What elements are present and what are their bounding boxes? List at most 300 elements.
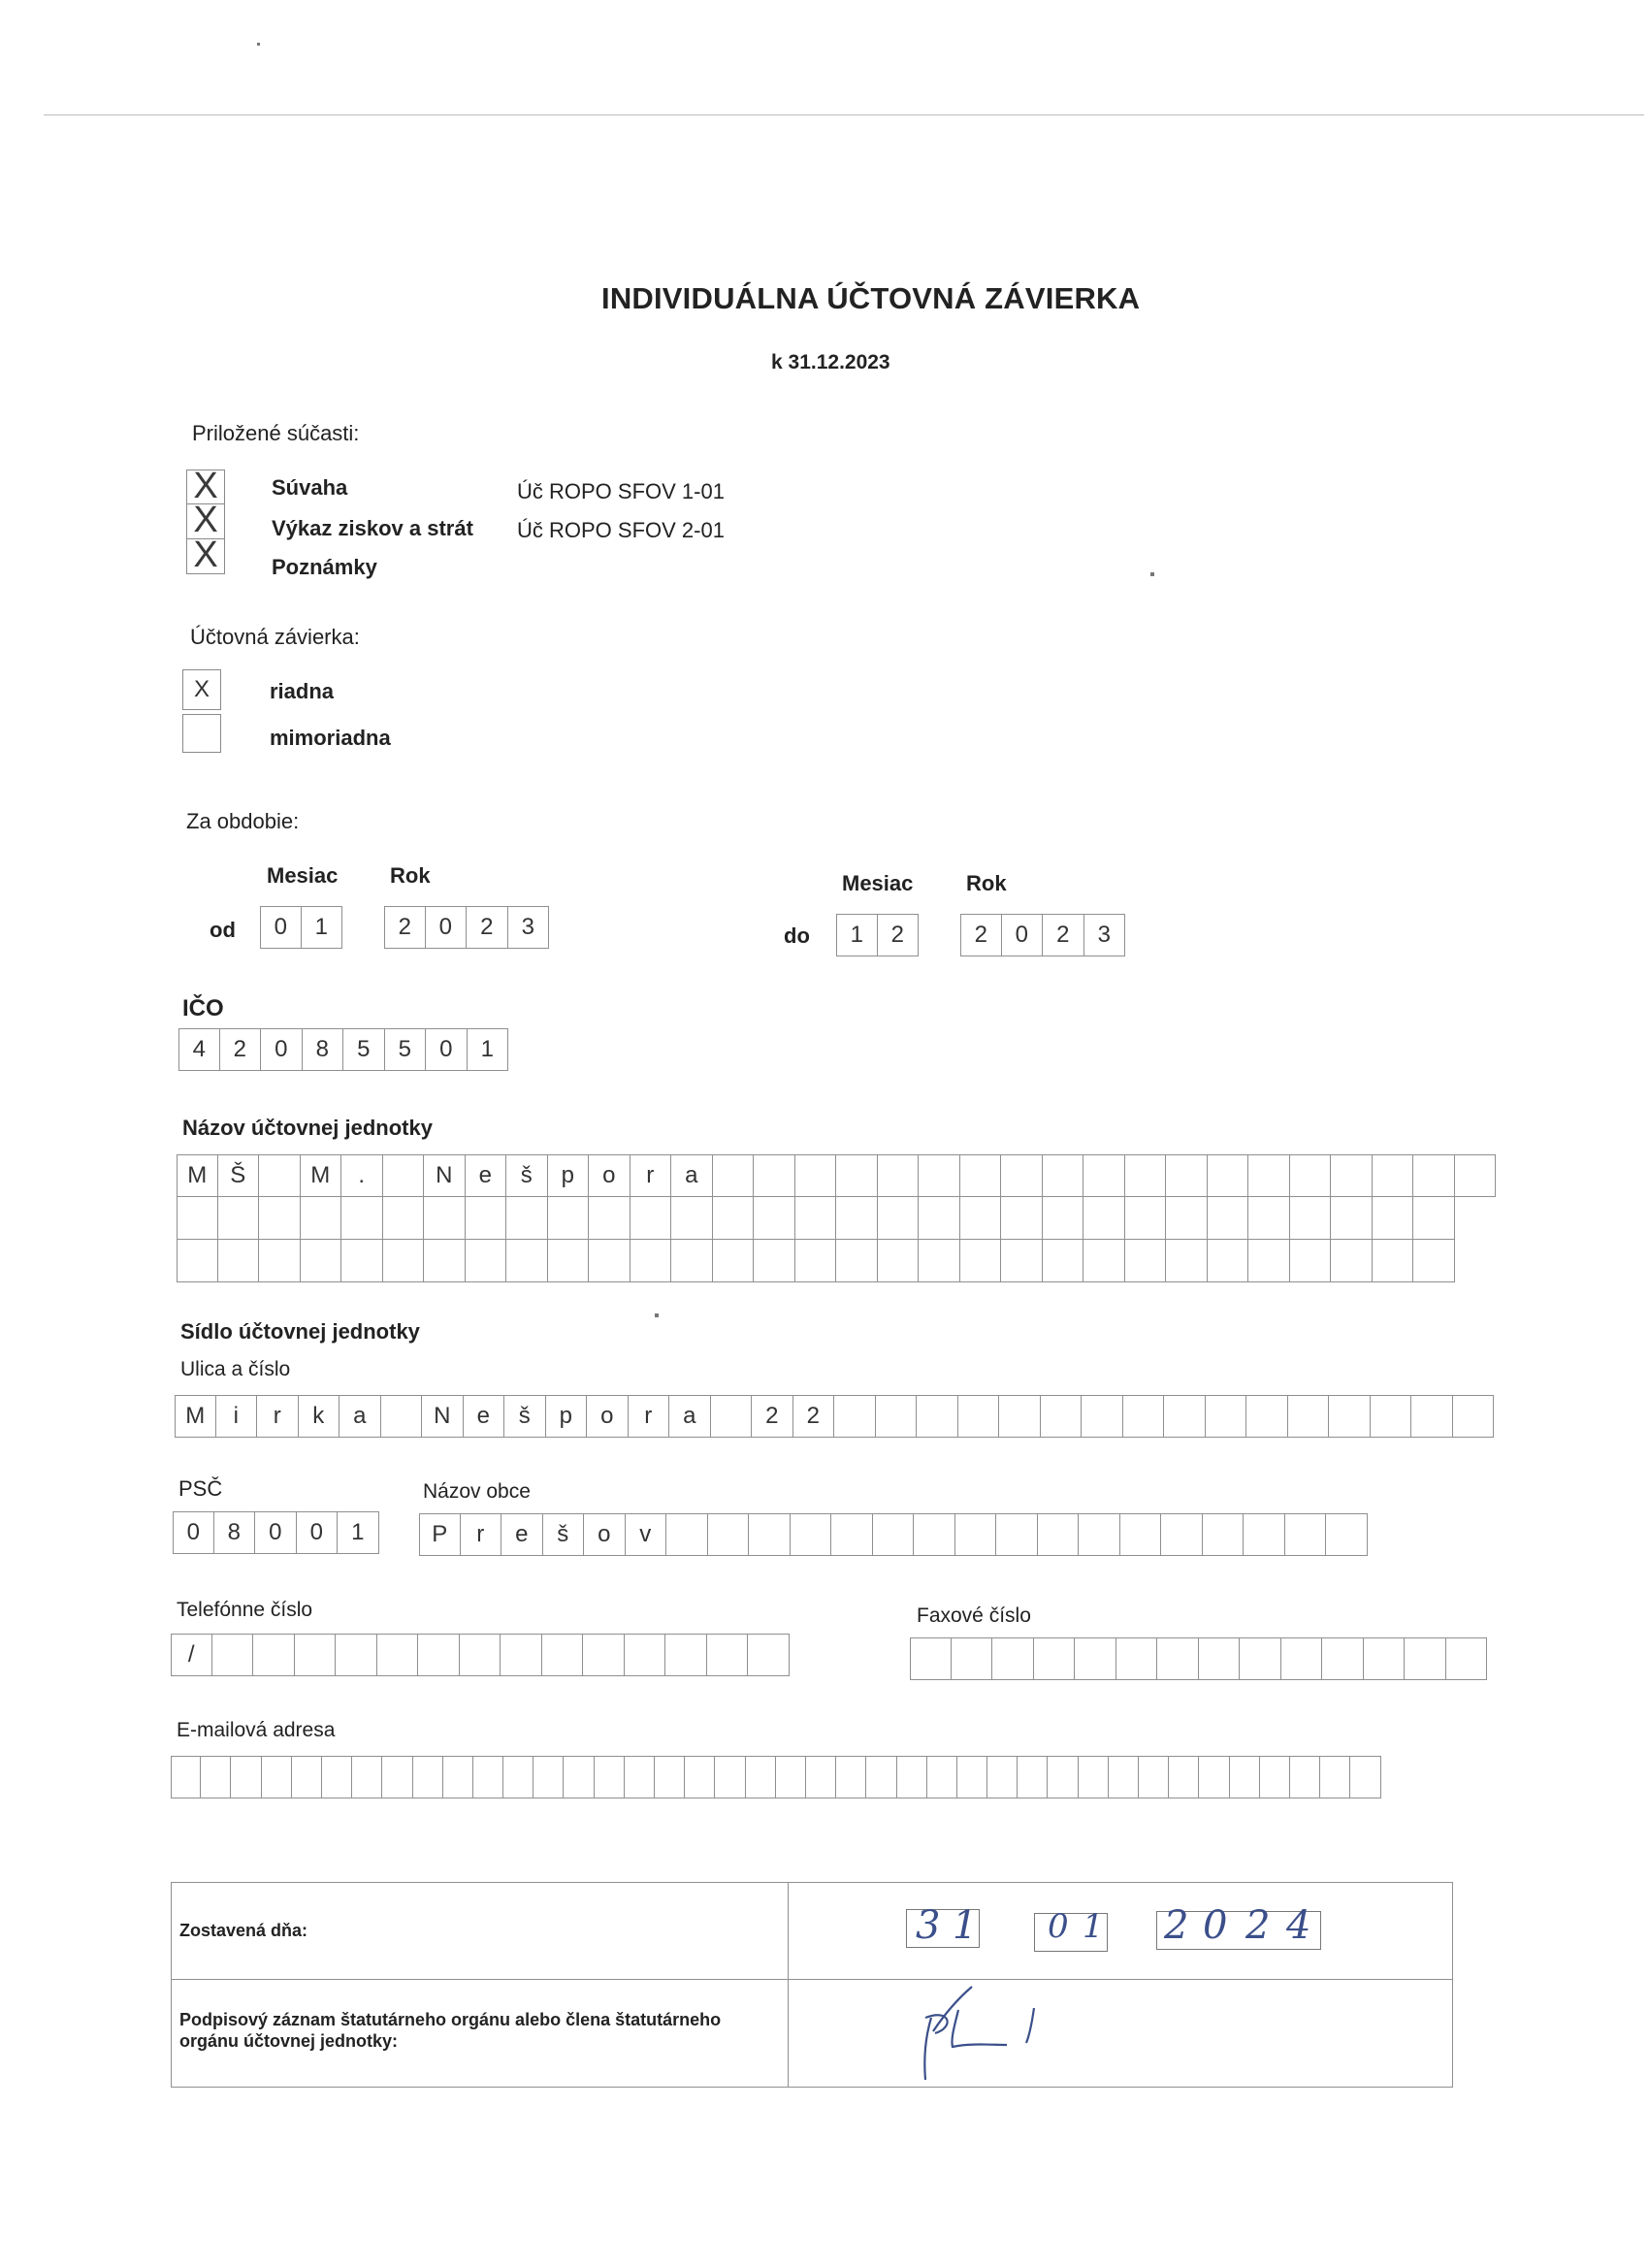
character-cell[interactable]: [919, 1240, 960, 1282]
name-field-row-3[interactable]: [177, 1240, 1455, 1282]
character-cell[interactable]: [1413, 1154, 1455, 1197]
name-field-row-1[interactable]: [177, 1154, 1496, 1197]
character-cell[interactable]: [381, 1395, 423, 1438]
character-cell[interactable]: e: [466, 1154, 507, 1197]
character-cell[interactable]: [1326, 1513, 1368, 1556]
character-cell[interactable]: [707, 1634, 749, 1676]
character-cell[interactable]: [749, 1513, 791, 1556]
street-label: Ulica a číslo: [180, 1358, 291, 1380]
fax-label: Faxové číslo: [917, 1604, 1031, 1627]
character-cell[interactable]: [352, 1756, 382, 1798]
character-cell[interactable]: [1041, 1395, 1083, 1438]
character-cell[interactable]: 2: [960, 914, 1002, 956]
character-cell[interactable]: š: [506, 1154, 548, 1197]
character-cell[interactable]: [910, 1637, 952, 1680]
character-cell[interactable]: [466, 1240, 507, 1282]
compiled-year-d2: 0: [1203, 1903, 1228, 1948]
character-cell[interactable]: [1453, 1395, 1495, 1438]
character-cell[interactable]: [1109, 1756, 1139, 1798]
character-cell[interactable]: r: [461, 1513, 502, 1556]
character-cell[interactable]: [746, 1756, 776, 1798]
character-cell[interactable]: [795, 1154, 837, 1197]
speck: [1150, 572, 1154, 576]
character-cell[interactable]: š: [543, 1513, 585, 1556]
character-cell[interactable]: [836, 1756, 866, 1798]
character-cell[interactable]: 2: [1043, 914, 1084, 956]
attached-code-vykaz: Úč ROPO SFOV 2-01: [517, 518, 725, 542]
character-cell[interactable]: .: [341, 1154, 383, 1197]
character-cell[interactable]: 8: [303, 1028, 344, 1071]
character-cell[interactable]: [914, 1513, 955, 1556]
character-cell[interactable]: [1164, 1395, 1206, 1438]
character-cell[interactable]: [1290, 1240, 1332, 1282]
character-cell[interactable]: e: [501, 1513, 543, 1556]
character-cell[interactable]: [1208, 1240, 1249, 1282]
character-cell[interactable]: [177, 1197, 218, 1240]
character-cell[interactable]: [1240, 1637, 1281, 1680]
character-cell[interactable]: [1083, 1197, 1125, 1240]
character-cell[interactable]: [589, 1197, 630, 1240]
character-cell[interactable]: [1281, 1637, 1323, 1680]
character-cell[interactable]: [708, 1513, 750, 1556]
character-cell[interactable]: o: [589, 1154, 630, 1197]
character-cell[interactable]: [1373, 1154, 1414, 1197]
character-cell[interactable]: [876, 1395, 918, 1438]
character-cell[interactable]: [1079, 1756, 1109, 1798]
character-cell[interactable]: [548, 1240, 590, 1282]
character-cell[interactable]: [666, 1513, 708, 1556]
character-cell[interactable]: 5: [385, 1028, 427, 1071]
attached-checkbox-poznamky[interactable]: X: [186, 539, 225, 574]
character-cell[interactable]: [836, 1240, 878, 1282]
character-cell[interactable]: [1208, 1197, 1249, 1240]
character-cell[interactable]: [1413, 1197, 1455, 1240]
character-cell[interactable]: [1001, 1154, 1043, 1197]
character-cell[interactable]: 2: [793, 1395, 835, 1438]
character-cell[interactable]: [1260, 1756, 1290, 1798]
character-cell[interactable]: [999, 1395, 1041, 1438]
attached-heading: Priložené súčasti:: [192, 421, 360, 445]
character-cell[interactable]: v: [626, 1513, 667, 1556]
character-cell[interactable]: [595, 1756, 625, 1798]
character-cell[interactable]: 1: [338, 1511, 379, 1554]
character-cell[interactable]: k: [299, 1395, 340, 1438]
character-cell[interactable]: 3: [508, 906, 550, 949]
character-cell[interactable]: [1455, 1154, 1497, 1197]
name-label: Názov účtovnej jednotky: [182, 1116, 433, 1140]
character-cell[interactable]: [564, 1756, 594, 1798]
compiled-month-d2: 1: [1083, 1907, 1104, 1946]
character-cell[interactable]: [957, 1756, 987, 1798]
character-cell[interactable]: 8: [214, 1511, 256, 1554]
character-cell[interactable]: [1331, 1197, 1373, 1240]
character-cell[interactable]: [1230, 1756, 1260, 1798]
character-cell[interactable]: [534, 1756, 564, 1798]
character-cell[interactable]: [460, 1634, 501, 1676]
character-cell[interactable]: [301, 1197, 342, 1240]
character-cell[interactable]: [1082, 1395, 1123, 1438]
character-cell[interactable]: [1166, 1240, 1208, 1282]
character-cell[interactable]: [754, 1154, 795, 1197]
character-cell[interactable]: [583, 1634, 625, 1676]
character-cell[interactable]: 5: [343, 1028, 385, 1071]
character-cell[interactable]: [506, 1240, 548, 1282]
character-cell[interactable]: [1322, 1637, 1364, 1680]
character-cell[interactable]: 3: [1084, 914, 1126, 956]
email-field[interactable]: [171, 1756, 1381, 1798]
character-cell[interactable]: [295, 1634, 337, 1676]
character-cell[interactable]: [1248, 1240, 1290, 1282]
character-cell[interactable]: [413, 1756, 443, 1798]
character-cell[interactable]: [873, 1513, 915, 1556]
character-cell[interactable]: p: [548, 1154, 590, 1197]
character-cell[interactable]: [383, 1240, 425, 1282]
period-to-year-label: Rok: [966, 871, 1007, 895]
psc-label: PSČ: [178, 1476, 223, 1501]
character-cell[interactable]: a: [671, 1154, 713, 1197]
character-cell[interactable]: [548, 1197, 590, 1240]
character-cell[interactable]: 0: [173, 1511, 214, 1554]
character-cell[interactable]: [1285, 1513, 1327, 1556]
character-cell[interactable]: [748, 1634, 790, 1676]
character-cell[interactable]: [418, 1634, 460, 1676]
character-cell[interactable]: [996, 1513, 1038, 1556]
character-cell[interactable]: 0: [1002, 914, 1044, 956]
character-cell[interactable]: [917, 1395, 958, 1438]
character-cell[interactable]: [866, 1756, 896, 1798]
character-cell[interactable]: [383, 1197, 425, 1240]
character-cell[interactable]: [1246, 1395, 1288, 1438]
period-to-label: do: [784, 923, 810, 948]
character-cell[interactable]: [1320, 1756, 1350, 1798]
character-cell[interactable]: [259, 1197, 301, 1240]
character-cell[interactable]: [1350, 1756, 1380, 1798]
character-cell[interactable]: [776, 1756, 806, 1798]
attached-label-vykaz: Výkaz ziskov a strát: [272, 516, 473, 540]
character-cell[interactable]: [992, 1637, 1034, 1680]
character-cell[interactable]: M: [175, 1395, 216, 1438]
character-cell[interactable]: 0: [297, 1511, 339, 1554]
character-cell[interactable]: [466, 1197, 507, 1240]
period-heading: Za obdobie:: [186, 809, 300, 833]
character-cell[interactable]: [1139, 1756, 1169, 1798]
character-cell[interactable]: [253, 1634, 295, 1676]
street-field[interactable]: [175, 1395, 1494, 1438]
character-cell[interactable]: [1018, 1756, 1048, 1798]
character-cell[interactable]: [1116, 1637, 1158, 1680]
character-cell[interactable]: 0: [255, 1511, 297, 1554]
character-cell[interactable]: 0: [260, 906, 302, 949]
character-cell[interactable]: [713, 1197, 755, 1240]
fax-field[interactable]: [910, 1637, 1487, 1680]
phone-field[interactable]: [171, 1634, 790, 1676]
character-cell[interactable]: [836, 1154, 878, 1197]
character-cell[interactable]: M: [301, 1154, 342, 1197]
character-cell[interactable]: [1244, 1513, 1285, 1556]
character-cell[interactable]: [424, 1197, 466, 1240]
character-cell[interactable]: [713, 1154, 755, 1197]
compiled-year-d1: 2: [1164, 1903, 1189, 1948]
character-cell[interactable]: [897, 1756, 927, 1798]
attached-checkbox-suvaha[interactable]: X: [186, 470, 225, 504]
character-cell[interactable]: [322, 1756, 352, 1798]
character-cell[interactable]: [715, 1756, 745, 1798]
character-cell[interactable]: [655, 1756, 685, 1798]
character-cell[interactable]: [1203, 1513, 1245, 1556]
character-cell[interactable]: [795, 1240, 837, 1282]
character-cell[interactable]: [1161, 1513, 1203, 1556]
character-cell[interactable]: Š: [218, 1154, 260, 1197]
closing-regular-checkbox[interactable]: X: [182, 669, 221, 710]
character-cell[interactable]: [501, 1634, 542, 1676]
character-cell[interactable]: [878, 1154, 920, 1197]
character-cell[interactable]: o: [584, 1513, 626, 1556]
name-field-row-2[interactable]: [177, 1197, 1455, 1240]
character-cell[interactable]: [473, 1756, 503, 1798]
character-cell[interactable]: [878, 1197, 920, 1240]
character-cell[interactable]: [630, 1197, 672, 1240]
period-to-month[interactable]: [836, 914, 919, 956]
character-cell[interactable]: [1364, 1637, 1406, 1680]
character-cell[interactable]: [262, 1756, 292, 1798]
character-cell[interactable]: [1169, 1756, 1199, 1798]
character-cell[interactable]: [1411, 1395, 1453, 1438]
character-cell[interactable]: [1125, 1154, 1167, 1197]
character-cell[interactable]: [1043, 1154, 1084, 1197]
character-cell[interactable]: [927, 1756, 957, 1798]
character-cell[interactable]: [503, 1756, 534, 1798]
character-cell[interactable]: [1001, 1197, 1043, 1240]
character-cell[interactable]: e: [464, 1395, 505, 1438]
period-from-month-label: Mesiac: [267, 863, 339, 888]
character-cell[interactable]: [336, 1634, 377, 1676]
character-cell[interactable]: [259, 1154, 301, 1197]
character-cell[interactable]: [589, 1240, 630, 1282]
character-cell[interactable]: [1290, 1197, 1332, 1240]
character-cell[interactable]: [1405, 1637, 1446, 1680]
character-cell[interactable]: [1206, 1395, 1247, 1438]
character-cell[interactable]: [1001, 1240, 1043, 1282]
phone-label: Telefónne číslo: [177, 1599, 313, 1621]
character-cell[interactable]: [1079, 1513, 1120, 1556]
character-cell[interactable]: [1413, 1240, 1455, 1282]
closing-extra-label: mimoriadna: [270, 726, 391, 750]
character-cell[interactable]: o: [587, 1395, 629, 1438]
character-cell[interactable]: M: [177, 1154, 218, 1197]
character-cell[interactable]: [382, 1756, 412, 1798]
signature-image: [912, 1979, 1067, 2086]
character-cell[interactable]: [987, 1756, 1018, 1798]
character-cell[interactable]: [259, 1240, 301, 1282]
character-cell[interactable]: [919, 1197, 960, 1240]
character-cell[interactable]: [834, 1395, 876, 1438]
character-cell[interactable]: [1208, 1154, 1249, 1197]
page-title: INDIVIDUÁLNA ÚČTOVNÁ ZÁVIERKA: [601, 281, 1141, 315]
period-from-month[interactable]: [260, 906, 342, 949]
character-cell[interactable]: [1034, 1637, 1076, 1680]
character-cell[interactable]: 4: [178, 1028, 220, 1071]
character-cell[interactable]: 2: [752, 1395, 793, 1438]
character-cell[interactable]: [383, 1154, 425, 1197]
character-cell[interactable]: [1166, 1154, 1208, 1197]
character-cell[interactable]: 0: [426, 906, 468, 949]
character-cell[interactable]: /: [171, 1634, 212, 1676]
character-cell[interactable]: [806, 1756, 836, 1798]
city-field[interactable]: [419, 1513, 1368, 1556]
character-cell[interactable]: [1446, 1637, 1488, 1680]
character-cell[interactable]: 2: [220, 1028, 262, 1071]
character-cell[interactable]: [1038, 1513, 1080, 1556]
compiled-day-d1: 3: [916, 1903, 941, 1948]
email-label: E-mailová adresa: [177, 1719, 336, 1741]
character-cell[interactable]: [1043, 1240, 1084, 1282]
character-cell[interactable]: 2: [467, 906, 508, 949]
character-cell[interactable]: [919, 1154, 960, 1197]
character-cell[interactable]: r: [630, 1154, 672, 1197]
character-cell[interactable]: [711, 1395, 753, 1438]
character-cell[interactable]: [671, 1240, 713, 1282]
character-cell[interactable]: N: [424, 1154, 466, 1197]
character-cell[interactable]: [341, 1240, 383, 1282]
character-cell[interactable]: [1288, 1395, 1330, 1438]
character-cell[interactable]: [1048, 1756, 1078, 1798]
character-cell[interactable]: [171, 1756, 201, 1798]
closing-extra-checkbox[interactable]: [182, 714, 221, 753]
character-cell[interactable]: [960, 1240, 1002, 1282]
compiled-year-d4: 4: [1286, 1903, 1311, 1948]
character-cell[interactable]: a: [669, 1395, 711, 1438]
character-cell[interactable]: [1248, 1197, 1290, 1240]
character-cell[interactable]: [795, 1197, 837, 1240]
character-cell[interactable]: [341, 1197, 383, 1240]
city-label: Názov obce: [423, 1480, 531, 1503]
character-cell[interactable]: [231, 1756, 261, 1798]
closing-heading: Účtovná závierka:: [190, 625, 360, 649]
character-cell[interactable]: [791, 1513, 832, 1556]
character-cell[interactable]: [1157, 1637, 1199, 1680]
character-cell[interactable]: [301, 1240, 342, 1282]
character-cell[interactable]: [1331, 1154, 1373, 1197]
period-to-month-label: Mesiac: [842, 871, 914, 895]
character-cell[interactable]: [1248, 1154, 1290, 1197]
character-cell[interactable]: [958, 1395, 1000, 1438]
compiled-day-d2: 1: [953, 1903, 978, 1948]
character-cell[interactable]: [542, 1634, 584, 1676]
character-cell[interactable]: a: [340, 1395, 381, 1438]
character-cell[interactable]: [625, 1756, 655, 1798]
period-from-year[interactable]: [384, 906, 549, 949]
character-cell[interactable]: [1290, 1756, 1320, 1798]
character-cell[interactable]: [1290, 1154, 1332, 1197]
character-cell[interactable]: [1373, 1240, 1414, 1282]
character-cell[interactable]: [218, 1197, 260, 1240]
character-cell[interactable]: [1083, 1240, 1125, 1282]
character-cell[interactable]: 1: [468, 1028, 509, 1071]
character-cell[interactable]: 0: [261, 1028, 303, 1071]
signature-row: [172, 1980, 1452, 2087]
compiled-year-d3: 2: [1245, 1903, 1271, 1948]
character-cell[interactable]: [292, 1756, 322, 1798]
character-cell[interactable]: [1125, 1197, 1167, 1240]
character-cell[interactable]: [506, 1197, 548, 1240]
character-cell[interactable]: 1: [302, 906, 343, 949]
character-cell[interactable]: [218, 1240, 260, 1282]
character-cell[interactable]: [1083, 1154, 1125, 1197]
character-cell[interactable]: [1373, 1197, 1414, 1240]
character-cell[interactable]: [831, 1513, 873, 1556]
character-cell[interactable]: r: [629, 1395, 670, 1438]
character-cell[interactable]: [836, 1197, 878, 1240]
character-cell[interactable]: [960, 1154, 1002, 1197]
character-cell[interactable]: [424, 1240, 466, 1282]
character-cell[interactable]: š: [504, 1395, 546, 1438]
attached-label-suvaha: Súvaha: [272, 475, 348, 500]
character-cell[interactable]: [713, 1240, 755, 1282]
period-to-year[interactable]: [960, 914, 1125, 956]
character-cell[interactable]: [1199, 1637, 1241, 1680]
character-cell[interactable]: [1329, 1395, 1371, 1438]
character-cell[interactable]: [1123, 1395, 1165, 1438]
character-cell[interactable]: [630, 1240, 672, 1282]
character-cell[interactable]: [212, 1634, 254, 1676]
character-cell[interactable]: i: [216, 1395, 258, 1438]
character-cell[interactable]: [685, 1756, 715, 1798]
character-cell[interactable]: [1331, 1240, 1373, 1282]
character-cell[interactable]: 2: [878, 914, 920, 956]
character-cell[interactable]: [754, 1240, 795, 1282]
attached-checkbox-vykaz[interactable]: X: [186, 504, 225, 539]
signature-label: Podpisový záznam štatutárneho orgánu alebo člena štatutárneho orgánu účtovnej jednotky:: [172, 1980, 789, 2087]
character-cell[interactable]: 0: [426, 1028, 468, 1071]
character-cell[interactable]: N: [422, 1395, 464, 1438]
character-cell[interactable]: 2: [384, 906, 426, 949]
compiled-label: Zostavená dňa:: [172, 1883, 789, 1979]
character-cell[interactable]: [878, 1240, 920, 1282]
character-cell[interactable]: [955, 1513, 997, 1556]
period-from-year-label: Rok: [390, 863, 431, 888]
character-cell[interactable]: [1075, 1637, 1116, 1680]
character-cell[interactable]: [443, 1756, 473, 1798]
character-cell[interactable]: [625, 1634, 666, 1676]
attached-label-poznamky: Poznámky: [272, 555, 377, 579]
character-cell[interactable]: [671, 1197, 713, 1240]
character-cell[interactable]: [960, 1197, 1002, 1240]
period-from-label: od: [210, 918, 236, 942]
ico-field[interactable]: [178, 1028, 508, 1071]
character-cell[interactable]: [1199, 1756, 1229, 1798]
character-cell[interactable]: P: [419, 1513, 461, 1556]
character-cell[interactable]: [754, 1197, 795, 1240]
character-cell[interactable]: [1125, 1240, 1167, 1282]
attached-code-suvaha: Úč ROPO SFOV 1-01: [517, 479, 725, 503]
character-cell[interactable]: [1043, 1197, 1084, 1240]
character-cell[interactable]: [1166, 1197, 1208, 1240]
compiled-month-d1: 0: [1048, 1907, 1069, 1946]
report-date: k 31.12.2023: [771, 351, 890, 373]
character-cell[interactable]: [201, 1756, 231, 1798]
character-cell[interactable]: [1120, 1513, 1162, 1556]
character-cell[interactable]: [177, 1240, 218, 1282]
character-cell[interactable]: [1371, 1395, 1412, 1438]
character-cell[interactable]: r: [257, 1395, 299, 1438]
character-cell[interactable]: [665, 1634, 707, 1676]
character-cell[interactable]: 1: [836, 914, 878, 956]
character-cell[interactable]: p: [546, 1395, 588, 1438]
character-cell[interactable]: [377, 1634, 419, 1676]
speck: [257, 43, 260, 46]
psc-field[interactable]: [173, 1511, 379, 1554]
character-cell[interactable]: [952, 1637, 993, 1680]
